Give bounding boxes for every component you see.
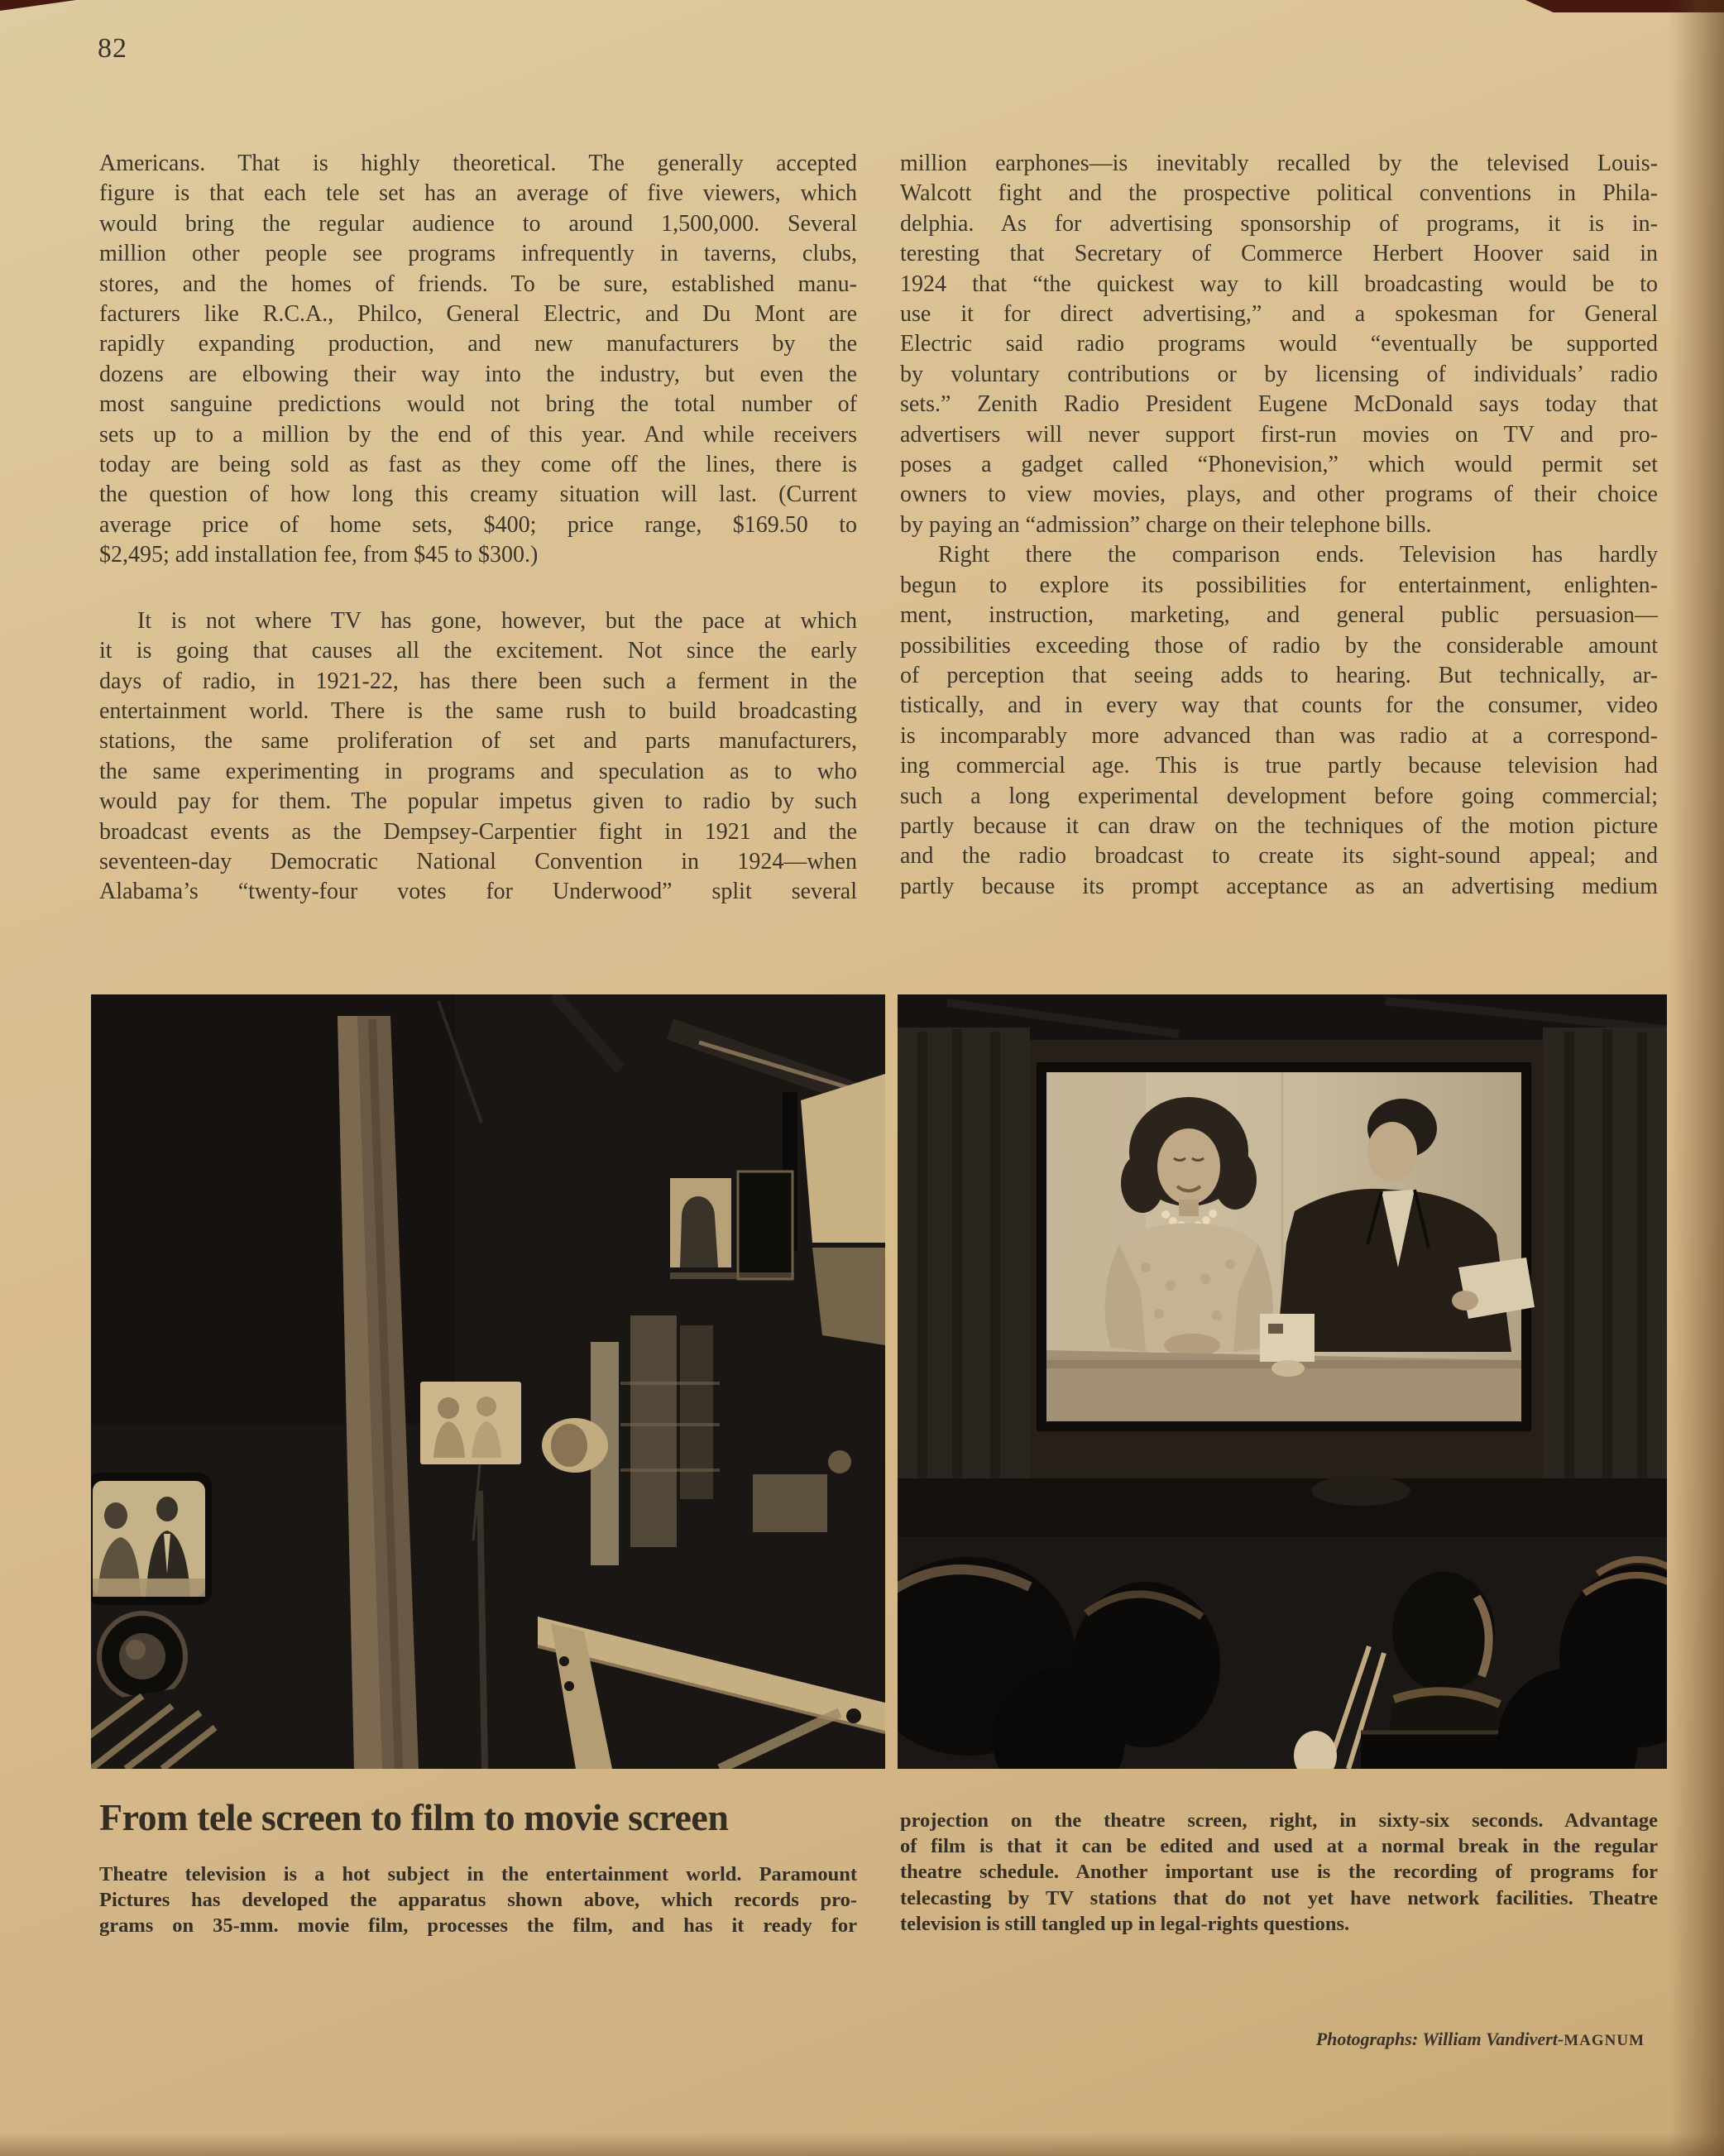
photo-credit [900,2029,1645,2050]
photo-apparatus [91,994,885,1769]
feature-headline: From tele screen to film to movie screen [99,1796,729,1838]
text-line: Walcott fight and the prospective political conventions in Phila- [900,180,1658,207]
text-line: today are being sold as fast as they come off the lines, there is [99,452,857,478]
text-line: partly because its prompt acceptance as an advertising medium [900,873,1658,899]
caption-line: Pictures has developed the apparatus shown above, which records pro- [99,1889,857,1912]
text-line: sets up to a million by the end of this year. And while receivers [99,421,857,448]
page-number: 82 [98,33,127,64]
paragraph [900,149,1658,540]
text-line: facturers like R.C.A., Philco, General Electric, and Du Mont are [99,301,857,328]
page-edge-right-shadow [1669,0,1724,2156]
text-line: by paying an “admission” charge on their telephone bills. [900,511,1432,538]
text-line: owners to view movies, plays, and other programs of their choice [900,482,1658,508]
text-line: the question of how long this creamy situation will last. (Current [99,482,857,508]
text-line: poses a gadget called “Phonevision,” which would permit set [900,452,1658,478]
paragraph [99,149,857,571]
caption-right-column [900,1808,1658,1937]
caption-line: projection on the theatre screen, right, in sixty-six seconds. Advantage [900,1809,1658,1832]
text-line: begun to explore its possibilities for entertainment, enlighten- [900,572,1658,598]
body-text-left-column [99,149,857,908]
text-line: most sanguine predictions would not bring the total number of [99,391,857,418]
text-line: partly because it can draw on the techniques of the motion picture [900,812,1658,839]
text-line: $2,495; add installation fee, from $45 to $300.) [99,542,539,568]
text-line: million other people see programs infrequently in taverns, clubs, [99,241,857,267]
photo-theatre-screen [898,994,1667,1769]
caption-line: grams on 35-mm. movie film, processes the film, and has it ready for [99,1914,857,1938]
text-line: delphia. As for advertising sponsorship of programs, it is in- [900,210,1658,237]
text-line: such a long experimental development before going commercial; [900,783,1658,809]
text-line: use it for direct advertising,” and a spokesman for General [900,301,1658,328]
text-line: ment, instruction, marketing, and general public persuasion— [900,602,1658,629]
text-line: 1924 that “the quickest way to kill broadcasting would be to [900,271,1658,297]
body-text-right-column [900,149,1658,902]
text-line: sets.” Zenith Radio President Eugene McDonald says today that [900,391,1658,418]
credit-text: Photographs: William Vandivert- [1315,2029,1564,2049]
text-line: entertainment world. There is the same rush to build broadcasting [99,697,857,724]
text-line: ing commercial age. This is true partly because television had [900,753,1658,779]
text-line: Right there the comparison ends. Television has hardly [938,542,1658,568]
paragraph [99,606,857,908]
text-line: it is going that causes all the excitement. Not since the early [99,638,857,664]
text-line: the same experimenting in programs and speculation as to who [99,758,857,784]
caption-left-column [99,1861,857,1939]
theatre-screen [1037,1062,1535,1431]
caption-line: telecasting by TV stations that do not yet have network facilities. Theatre [900,1886,1658,1909]
text-line: would pay for them. The popular impetus given to radio by such [99,788,857,815]
text-line: dozens are elbowing their way into the industry, but even the [99,361,857,387]
theatre-illustration [898,994,1667,1769]
text-line: stores, and the homes of friends. To be sure, established manu- [99,271,857,297]
apparatus-illustration [91,994,885,1769]
page-edge-bottom-shadow [0,2133,1724,2156]
caption-line: of film is that it can be edited and used at a normal break in the regular [900,1835,1658,1858]
text-line: million earphones—is inevitably recalled by the televised Louis- [900,151,1658,176]
text-line: figure is that each tele set has an average of five viewers, which [99,180,857,207]
text-line: Electric said radio programs would “eventually be supported [900,331,1658,357]
text-line: tistically, and in every way that counts for the consumer, video [900,692,1658,719]
text-line: would bring the regular audience to around 1,500,000. Several [99,210,857,237]
text-line: Alabama’s “twenty-four votes for Underwood” split several [99,879,857,905]
text-line: broadcast events as the Dempsey-Carpentier fight in 1921 and the [99,818,857,845]
text-line: by voluntary contributions or by licensing of individuals’ radio [900,361,1658,387]
control-dial [99,1613,185,1699]
paragraph [900,540,1658,902]
text-line: possibilities exceeding those of radio by the considerable amount [900,632,1658,659]
monitor-screen [91,1473,212,1605]
caption-line: theatre schedule. Another important use is the recording of programs for [900,1861,1658,1884]
text-line: is incomparably more advanced than was radio at a correspond- [900,722,1658,749]
text-line: It is not where TV has gone, however, but the pace at which [137,607,857,634]
text-line: days of radio, in 1921-22, has there been such a ferment in the [99,668,857,694]
text-line: and the radio broadcast to create its sight-sound appeal; and [900,843,1658,870]
text-line: Americans. That is highly theoretical. The generally accepted [99,151,857,176]
text-line: advertisers will never support first-run movies on TV and pro- [900,421,1658,448]
text-line: average price of home sets, $400; price range, $169.50 to [99,511,857,538]
caption-line: Theatre television is a hot subject in the entertainment world. Paramount [99,1863,857,1885]
text-line: of perception that seeing adds to hearing. But technically, ar- [900,662,1658,688]
text-line: seventeen-day Democratic National Convention in 1924—when [99,848,857,874]
credit-agency: MAGNUM [1564,2032,1645,2049]
caption-line: television is still tangled up in legal-rights questions. [900,1912,1350,1935]
text-line: rapidly expanding production, and new manufacturers by the [99,331,857,357]
scan-corner-top-left [0,0,76,11]
text-line: stations, the same proliferation of set and parts manufacturers, [99,728,857,755]
text-line: teresting that Secretary of Commerce Herbert Hoover said in [900,241,1658,267]
